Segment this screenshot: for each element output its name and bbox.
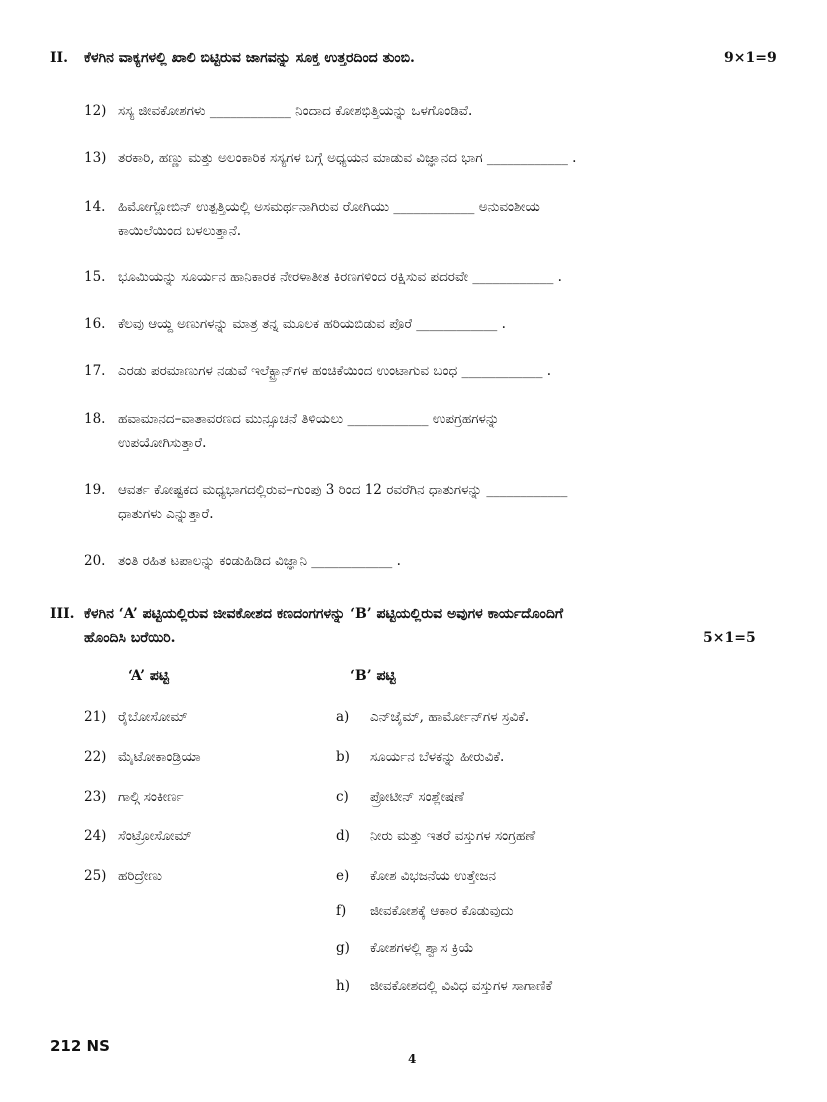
item-text: ಹರಿದ್ರೇಣು [118, 868, 163, 884]
section-3-title-cont: ಹೊಂದಿಸಿ ಬರೆಯಿರಿ. [84, 630, 176, 646]
item-text: ಸೂರ್ಯನ ಬೆಳಕನ್ನು ಹೀರುವಿಕೆ. [370, 749, 505, 765]
question-text: ಹಿಮೋಗ್ಲೋಬಿನ್ ಉತ್ಪತ್ತಿಯಲ್ಲಿ ಅಸಮರ್ಥನಾಗಿರುವ ರೋಗಿಯು ____________ ಅನುವಂಶೀಯ [118, 199, 540, 215]
column-b-item-h [336, 978, 552, 994]
column-b-item-f [336, 903, 514, 919]
question-number: 12) [84, 103, 107, 119]
item-text: ಸೆಂಟ್ರೋಸೋಮ್ [118, 828, 192, 844]
question-text: ಹವಾಮಾನದ–ವಾತಾವರಣದ ಮುನ್ಸೂಚನೆ ತಿಳಿಯಲು ____________ ಉಪಗ್ರಹಗಳನ್ನು [118, 411, 500, 427]
item-letter: h) [336, 978, 350, 994]
column-b-item-c [336, 789, 464, 805]
question-text: ಸಸ್ಯ ಜೀವಕೋಶಗಳು ____________ ನಿಂದಾದ ಕೋಶಭಿತ್ತಿಯನ್ನು ಒಳಗೊಂಡಿವೆ. [118, 103, 473, 119]
question-19 [84, 478, 567, 526]
item-letter: c) [336, 789, 349, 805]
column-a-item-22 [84, 749, 201, 765]
question-number: 16. [84, 316, 106, 332]
item-letter: b) [336, 749, 350, 765]
column-b-heading: ‘B’ ಪಟ್ಟಿ [350, 668, 396, 684]
item-text: ಗಾಲ್ಗಿ ಸಂಕೀರ್ಣ [118, 789, 184, 805]
item-number: 25) [84, 868, 107, 884]
column-a-item-25 [84, 868, 162, 884]
column-b-item-a [336, 709, 529, 725]
section-3-marks: 5×1=5 [703, 630, 756, 646]
item-text: ಮೈಟೋಕಾಂಡ್ರಿಯಾ [118, 749, 201, 765]
item-letter: e) [336, 868, 350, 884]
item-letter: g) [336, 940, 350, 956]
question-number: 13) [84, 150, 107, 166]
section-2-title: ಕೆಳಗಿನ ವಾಕ್ಯಗಳಲ್ಲಿ ಖಾಲಿ ಬಿಟ್ಟಿರುವ ಜಾಗವನ್ನು ಸೂಕ್ತ ಉತ್ತರದಿಂದ ತುಂಬಿ. [84, 50, 415, 66]
item-text: ಜೀವಕೋಶಕ್ಕೆ ಆಕಾರ ಕೊಡುವುದು [370, 903, 514, 919]
question-text: ಕೆಲವು ಆಯ್ದ ಅಣುಗಳನ್ನು ಮಾತ್ರ ತನ್ನ ಮೂಲಕ ಹರಿಯಬಿಡುವ ಪೊರೆ ____________ . [118, 316, 506, 332]
item-number: 21) [84, 709, 107, 725]
question-number: 14. [84, 199, 106, 215]
column-b-item-g [336, 940, 474, 956]
page-number: 4 [408, 1052, 417, 1066]
column-a-item-21 [84, 709, 188, 725]
question-text: ಎರಡು ಪರಮಾಣುಗಳ ನಡುವೆ ಇಲೆಕ್ಟ್ರಾನ್‌ಗಳ ಹಂಚಿಕೆಯಿಂದ ಉಂಟಾಗುವ ಬಂಧ ____________ . [118, 363, 552, 379]
question-18 [84, 407, 499, 455]
column-a-item-24 [84, 828, 192, 844]
item-letter: d) [336, 828, 350, 844]
question-number: 19. [84, 482, 106, 498]
question-17 [84, 359, 551, 383]
item-number: 24) [84, 828, 107, 844]
item-text: ರೈಬೋಸೋಮ್ [118, 709, 188, 725]
column-b-item-b [336, 749, 504, 765]
column-a-item-23 [84, 789, 184, 805]
question-text-cont: ಉಪಯೋಗಿಸುತ್ತಾರೆ. [118, 435, 207, 451]
question-number: 18. [84, 411, 106, 427]
item-letter: f) [336, 903, 347, 919]
section-2-marks: 9×1=9 [724, 50, 777, 66]
question-text-cont: ಧಾತುಗಳು ಎನ್ನುತ್ತಾರೆ. [118, 506, 214, 522]
item-letter: a) [336, 709, 350, 725]
question-16 [84, 312, 506, 336]
question-text-cont: ಕಾಯಿಲೆಯಿಂದ ಬಳಲುತ್ತಾನೆ. [118, 223, 242, 239]
question-text: ಭೂಮಿಯನ್ನು ಸೂರ್ಯನ ಹಾನಿಕಾರಕ ನೇರಳಾತೀತ ಕಿರಣಗಳಿಂದ ರಕ್ಷಿಸುವ ಪದರವೇ ____________ . [118, 269, 562, 285]
column-b-item-e [336, 868, 496, 884]
column-a-heading: ‘A’ ಪಟ್ಟಿ [128, 668, 170, 684]
item-text: ಕೋಶಗಳಲ್ಲಿ ಶ್ವಾಸ ಕ್ರಿಯೆ [370, 940, 474, 956]
question-text: ತಂತಿ ರಹಿತ ಟಪಾಲನ್ನು ಕಂಡುಹಿಡಿದ ವಿಜ್ಞಾನಿ ____________ . [118, 553, 401, 569]
question-text: ತರಕಾರಿ, ಹಣ್ಣು ಮತ್ತು ಅಲಂಕಾರಿಕ ಸಸ್ಯಗಳ ಬಗ್ಗೆ ಅಧ್ಯಯನ ಮಾಡುವ ವಿಜ್ಞಾನದ ಭಾಗ ____________ . [118, 150, 577, 166]
question-number: 20. [84, 553, 106, 569]
question-20 [84, 549, 401, 573]
section-3-title: ಕೆಳಗಿನ ‘A’ ಪಟ್ಟಿಯಲ್ಲಿರುವ ಜೀವಕೋಶದ ಕಣದಂಗಗಳನ್ನು ‘B’ ಪಟ್ಟಿಯಲ್ಲಿರುವ ಅವುಗಳ ಕಾರ್ಯದೊಂದಿಗೆ [84, 606, 564, 622]
item-number: 22) [84, 749, 107, 765]
item-text: ನೀರು ಮತ್ತು ಇತರೆ ವಸ್ತುಗಳ ಸಂಗ್ರಹಣೆ [370, 828, 536, 844]
item-text: ಕೋಶ ವಿಭಜನೆಯ ಉತ್ತೇಜನ [370, 868, 496, 884]
question-15 [84, 265, 562, 289]
question-12 [84, 99, 472, 123]
section-2-number: II. [50, 50, 68, 66]
item-number: 23) [84, 789, 107, 805]
section-3-number: III. [50, 606, 75, 622]
item-text: ಜೀವಕೋಶದಲ್ಲಿ ವಿವಿಧ ವಸ್ತುಗಳ ಸಾಗಾಣಿಕೆ [370, 978, 553, 994]
item-text: ಎನ್‌ಜೈಮ್, ಹಾರ್ಮೋನ್‌ಗಳ ಸ್ರವಿಕೆ. [370, 709, 530, 725]
column-b-item-d [336, 828, 535, 844]
question-14 [84, 195, 540, 243]
question-13 [84, 146, 576, 170]
question-number: 15. [84, 269, 106, 285]
question-text: ಆವರ್ತ ಕೋಷ್ಟಕದ ಮಧ್ಯಭಾಗದಲ್ಲಿರುವ–ಗುಂಪು 3 ರಿಂದ 12 ರವರೆಗಿನ ಧಾತುಗಳನ್ನು ____________ [118, 482, 568, 498]
question-number: 17. [84, 363, 106, 379]
paper-code: 212 NS [50, 1037, 110, 1055]
item-text: ಪ್ರೋಟೀನ್ ಸಂಶ್ಲೇಷಣೆ [370, 789, 465, 805]
